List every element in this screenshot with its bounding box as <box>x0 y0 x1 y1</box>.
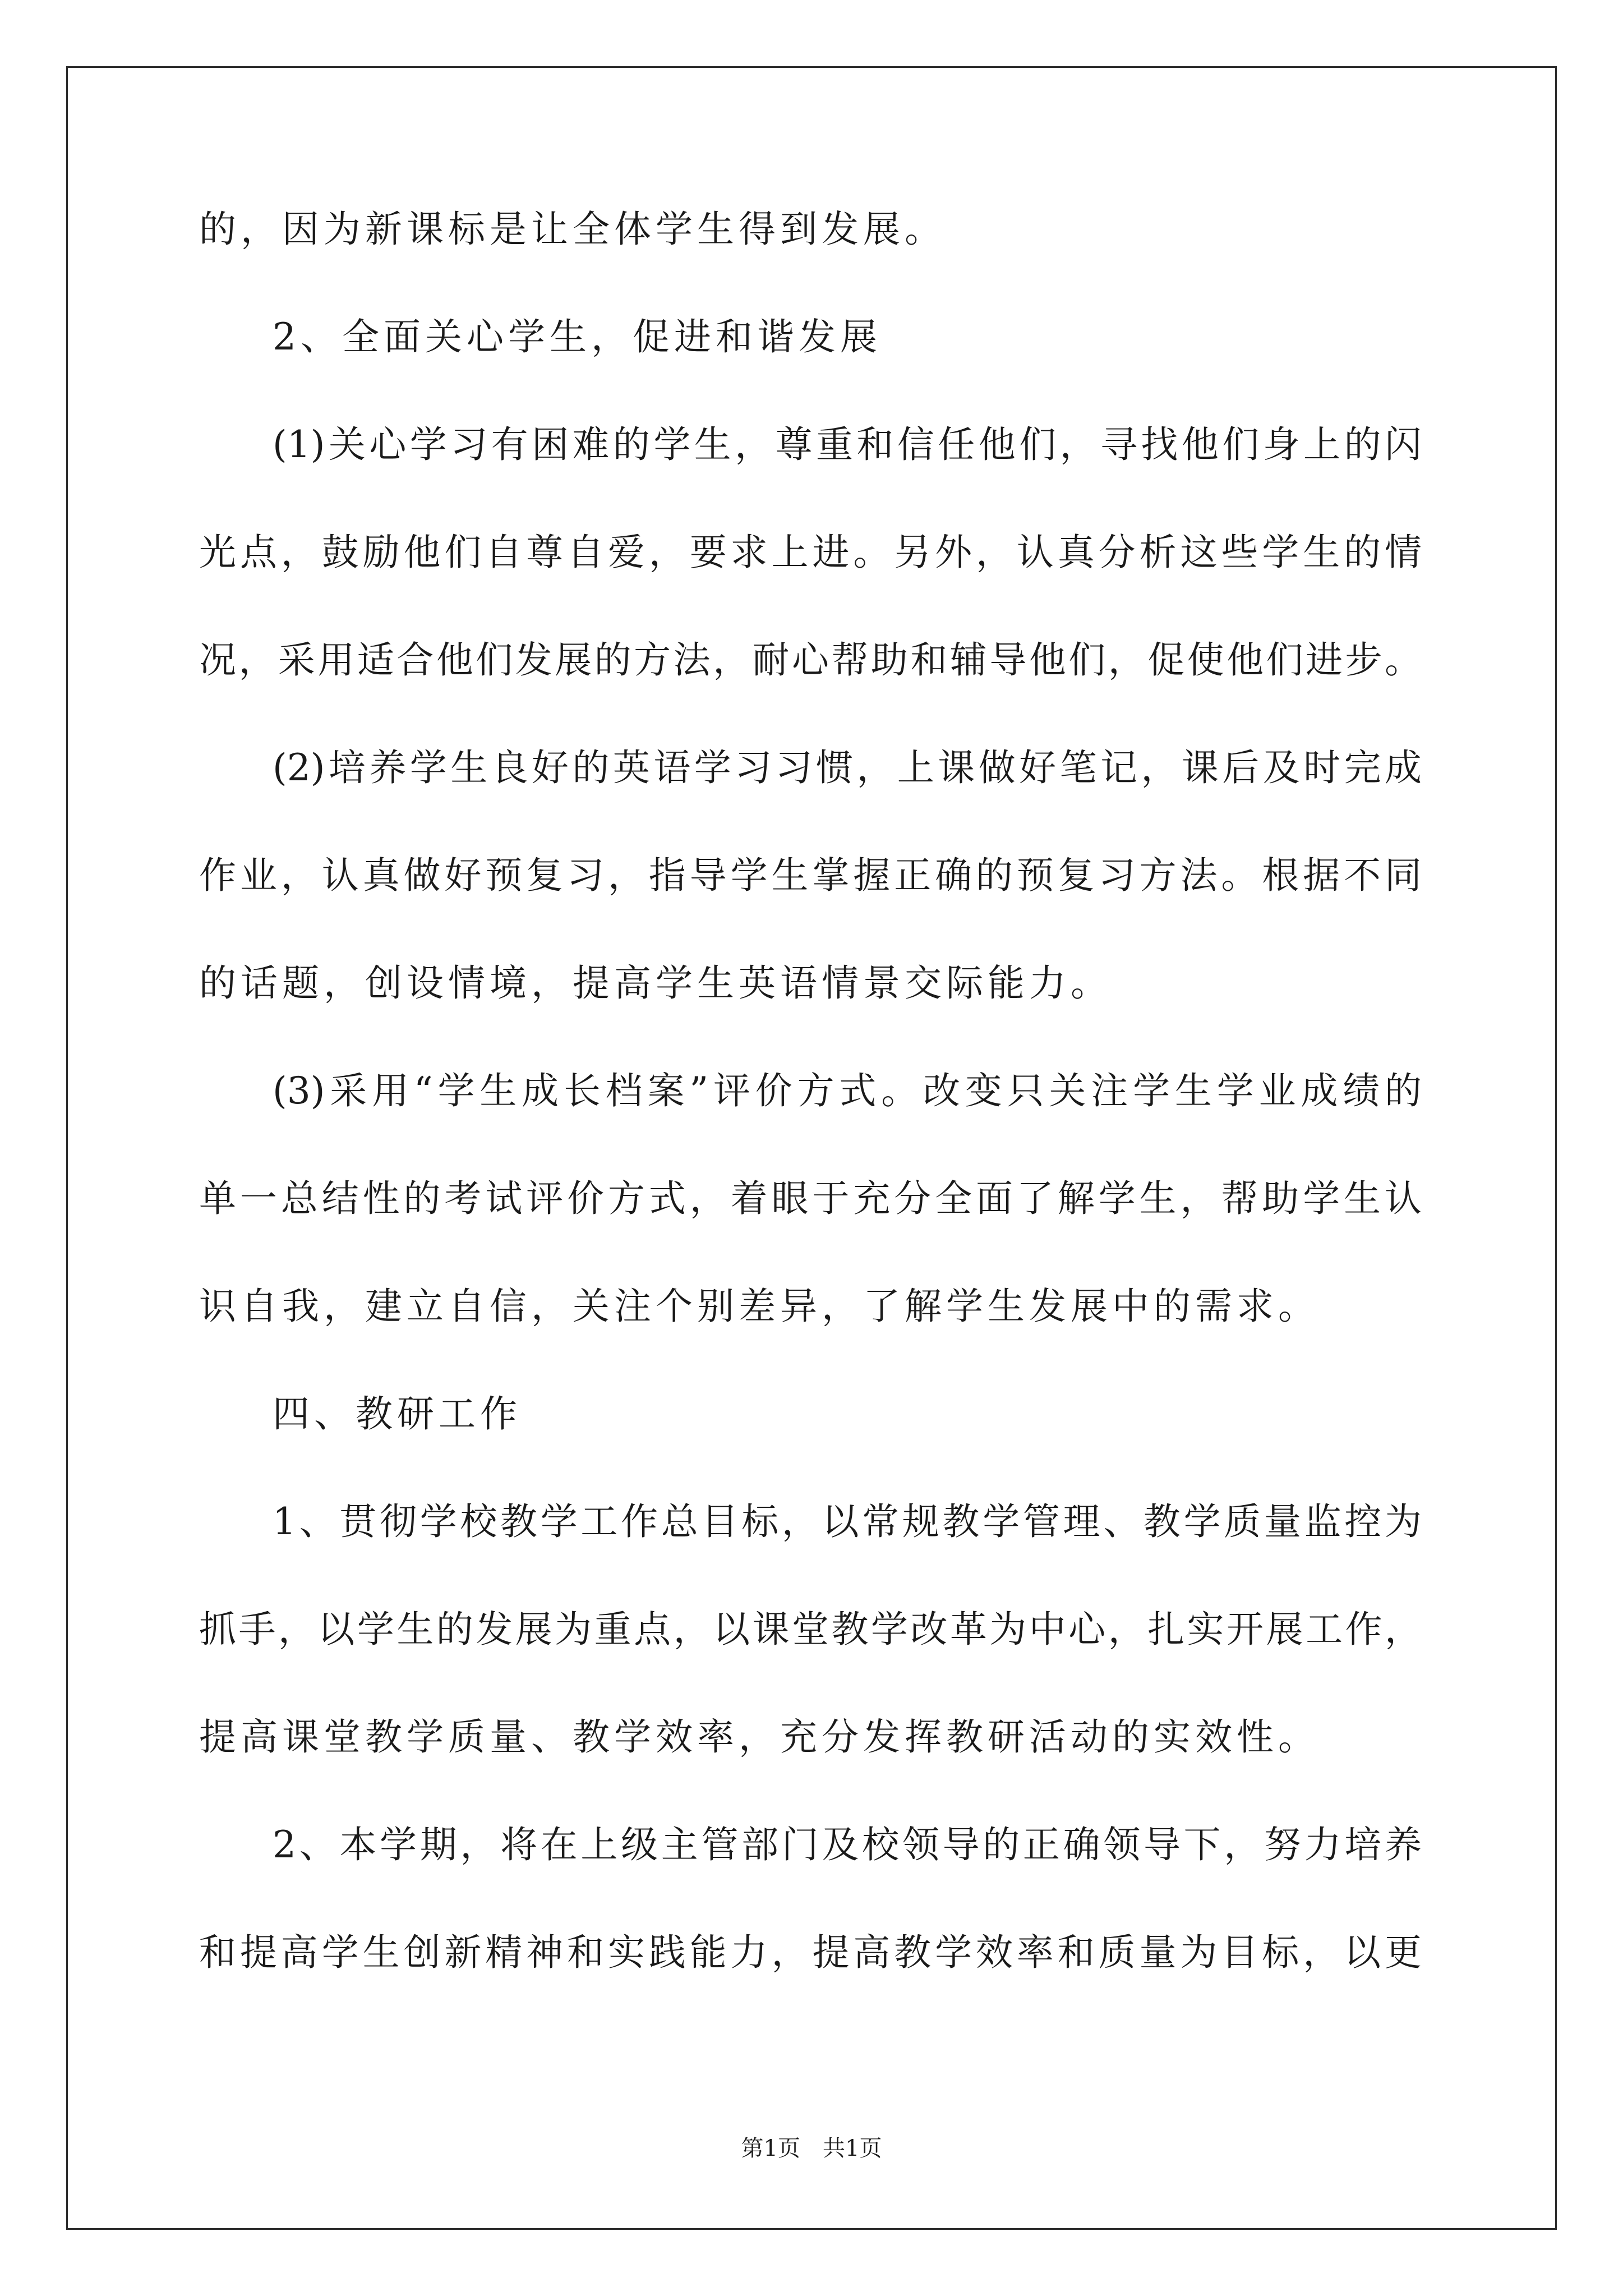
text-line: 的，因为新课标是让全体学生得到发展。 <box>199 208 946 251</box>
text-line: 况，采用适合他们发展的方法，耐心帮助和辅导他们，促使他们进步。 <box>199 638 1422 682</box>
text-line: 抓手，以学生的发展为重点，以课堂教学改革为中心，扎实开展工作， <box>199 1608 1422 1651</box>
section-heading: 四、教研工作 <box>273 1392 522 1435</box>
text-line: (1)关心学习有困难的学生，尊重和信任他们，寻找他们身上的闪 <box>273 423 1422 466</box>
text-line: 单一总结性的考试评价方式，着眼于充分全面了解学生，帮助学生认 <box>199 1177 1422 1220</box>
text-line: 和提高学生创新精神和实践能力，提高教学效率和质量为目标，以更 <box>199 1931 1422 1974</box>
text-line: (3)采用“学生成长档案”评价方式。改变只关注学生学业成绩的 <box>273 1069 1422 1112</box>
text-line: 1、贯彻学校教学工作总目标，以常规教学管理、教学质量监控为 <box>273 1500 1422 1543</box>
text-line: 的话题，创设情境，提高学生英语情景交际能力。 <box>199 961 1112 1005</box>
text-line: (2)培养学生良好的英语学习习惯，上课做好笔记，课后及时完成 <box>273 746 1422 789</box>
text-line: 识自我，建立自信，关注个别差异，了解学生发展中的需求。 <box>199 1285 1320 1328</box>
text-line: 提高课堂教学质量、教学效率，充分发挥教研活动的实效性。 <box>199 1715 1320 1759</box>
page-border <box>66 66 1557 2230</box>
text-line: 2、本学期，将在上级主管部门及校领导的正确领导下，努力培养 <box>273 1823 1422 1866</box>
text-line: 光点，鼓励他们自尊自爱，要求上进。另外，认真分析这些学生的情 <box>199 531 1422 574</box>
page-number: 第1页 共1页 <box>741 2136 882 2161</box>
text-line: 作业，认真做好预复习，指导学生掌握正确的预复习方法。根据不同 <box>199 854 1422 897</box>
section-heading: 2、全面关心学生，促进和谐发展 <box>273 315 882 358</box>
